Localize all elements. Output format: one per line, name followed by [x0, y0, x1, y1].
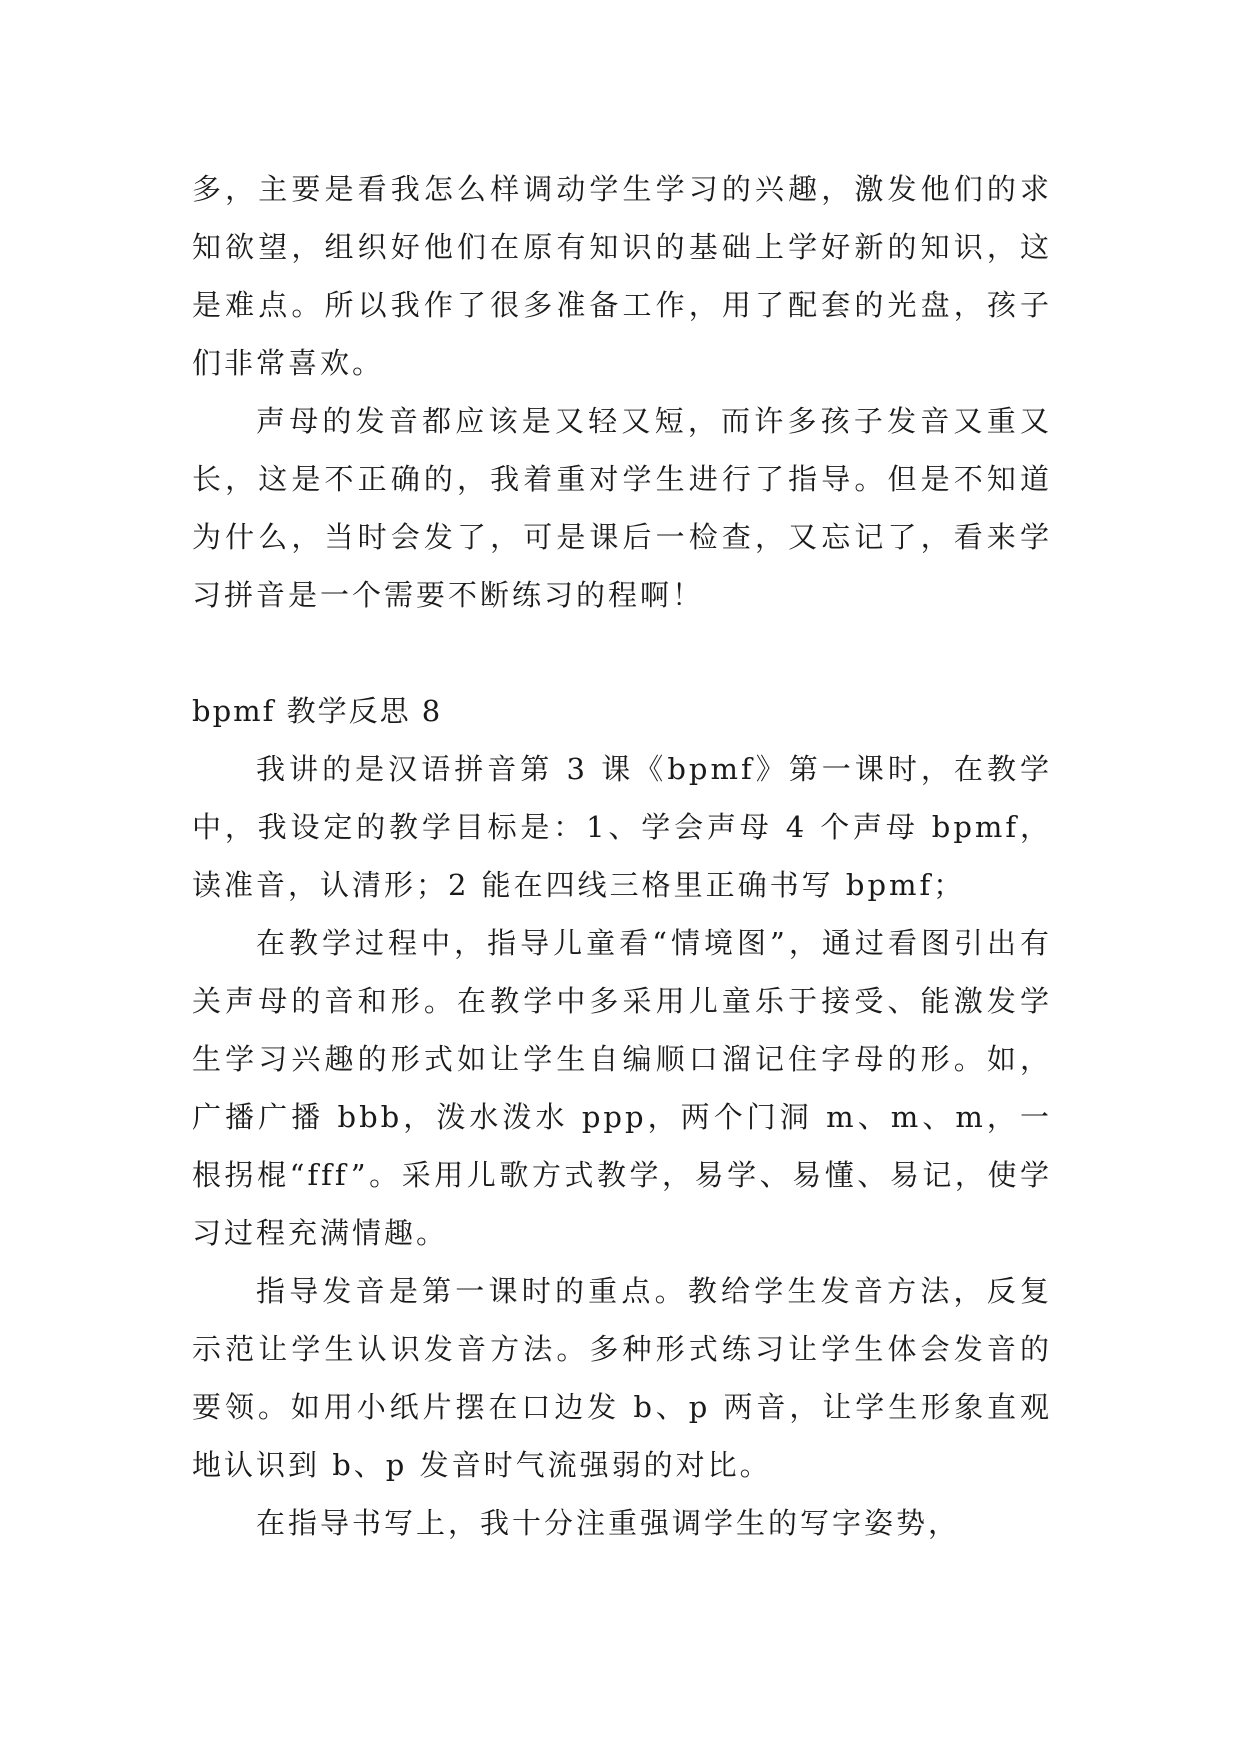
section-heading: bpmf 教学反思 8 — [192, 694, 443, 728]
paragraph-2: 声母的发音都应该是又轻又短，而许多孩子发音又重又长，这是不正确的，我着重对学生进行了指导。但是不知道为什么，当时会发了，可是课后一检查，又忘记了，看来学习拼音是一个需要不断练习的程啊！ — [192, 404, 1052, 612]
paragraph-5: 指导发音是第一课时的重点。教给学生发音方法，反复示范让学生认识发音方法。多种形式练习让学生体会发音的要领。如用小纸片摆在口边发 b、p 两音，让学生形象直观地认识到 b、p 发音时气流强弱的对比。 — [192, 1274, 1052, 1482]
paragraph-6: 在指导书写上，我十分注重强调学生的写字姿势， — [256, 1506, 961, 1540]
paragraph-1: 多，主要是看我怎么样调动学生学习的兴趣，激发他们的求知欲望，组织好他们在原有知识的基础上学好新的知识，这是难点。所以我作了很多准备工作，用了配套的光盘，孩子们非常喜欢。 — [192, 172, 1052, 380]
document-body — [192, 160, 1052, 1552]
paragraph-4: 在教学过程中，指导儿童看“情境图”，通过看图引出有关声母的音和形。在教学中多采用儿童乐于接受、能激发学生学习兴趣的形式如让学生自编顺口溜记住字母的形。如，广播广播 bbb，泼水泼水 ppp，两个门洞 m、m、m，一根拐棍“fff”。采用儿歌方式教学，易学、易懂、易记，使学习过程充满情趣。 — [192, 926, 1052, 1250]
paragraph-3: 我讲的是汉语拼音第 3 课《bpmf》第一课时，在教学中，我设定的教学目标是：1、学会声母 4 个声母 bpmf，读准音，认清形；2 能在四线三格里正确书写 bpmf； — [192, 752, 1052, 902]
